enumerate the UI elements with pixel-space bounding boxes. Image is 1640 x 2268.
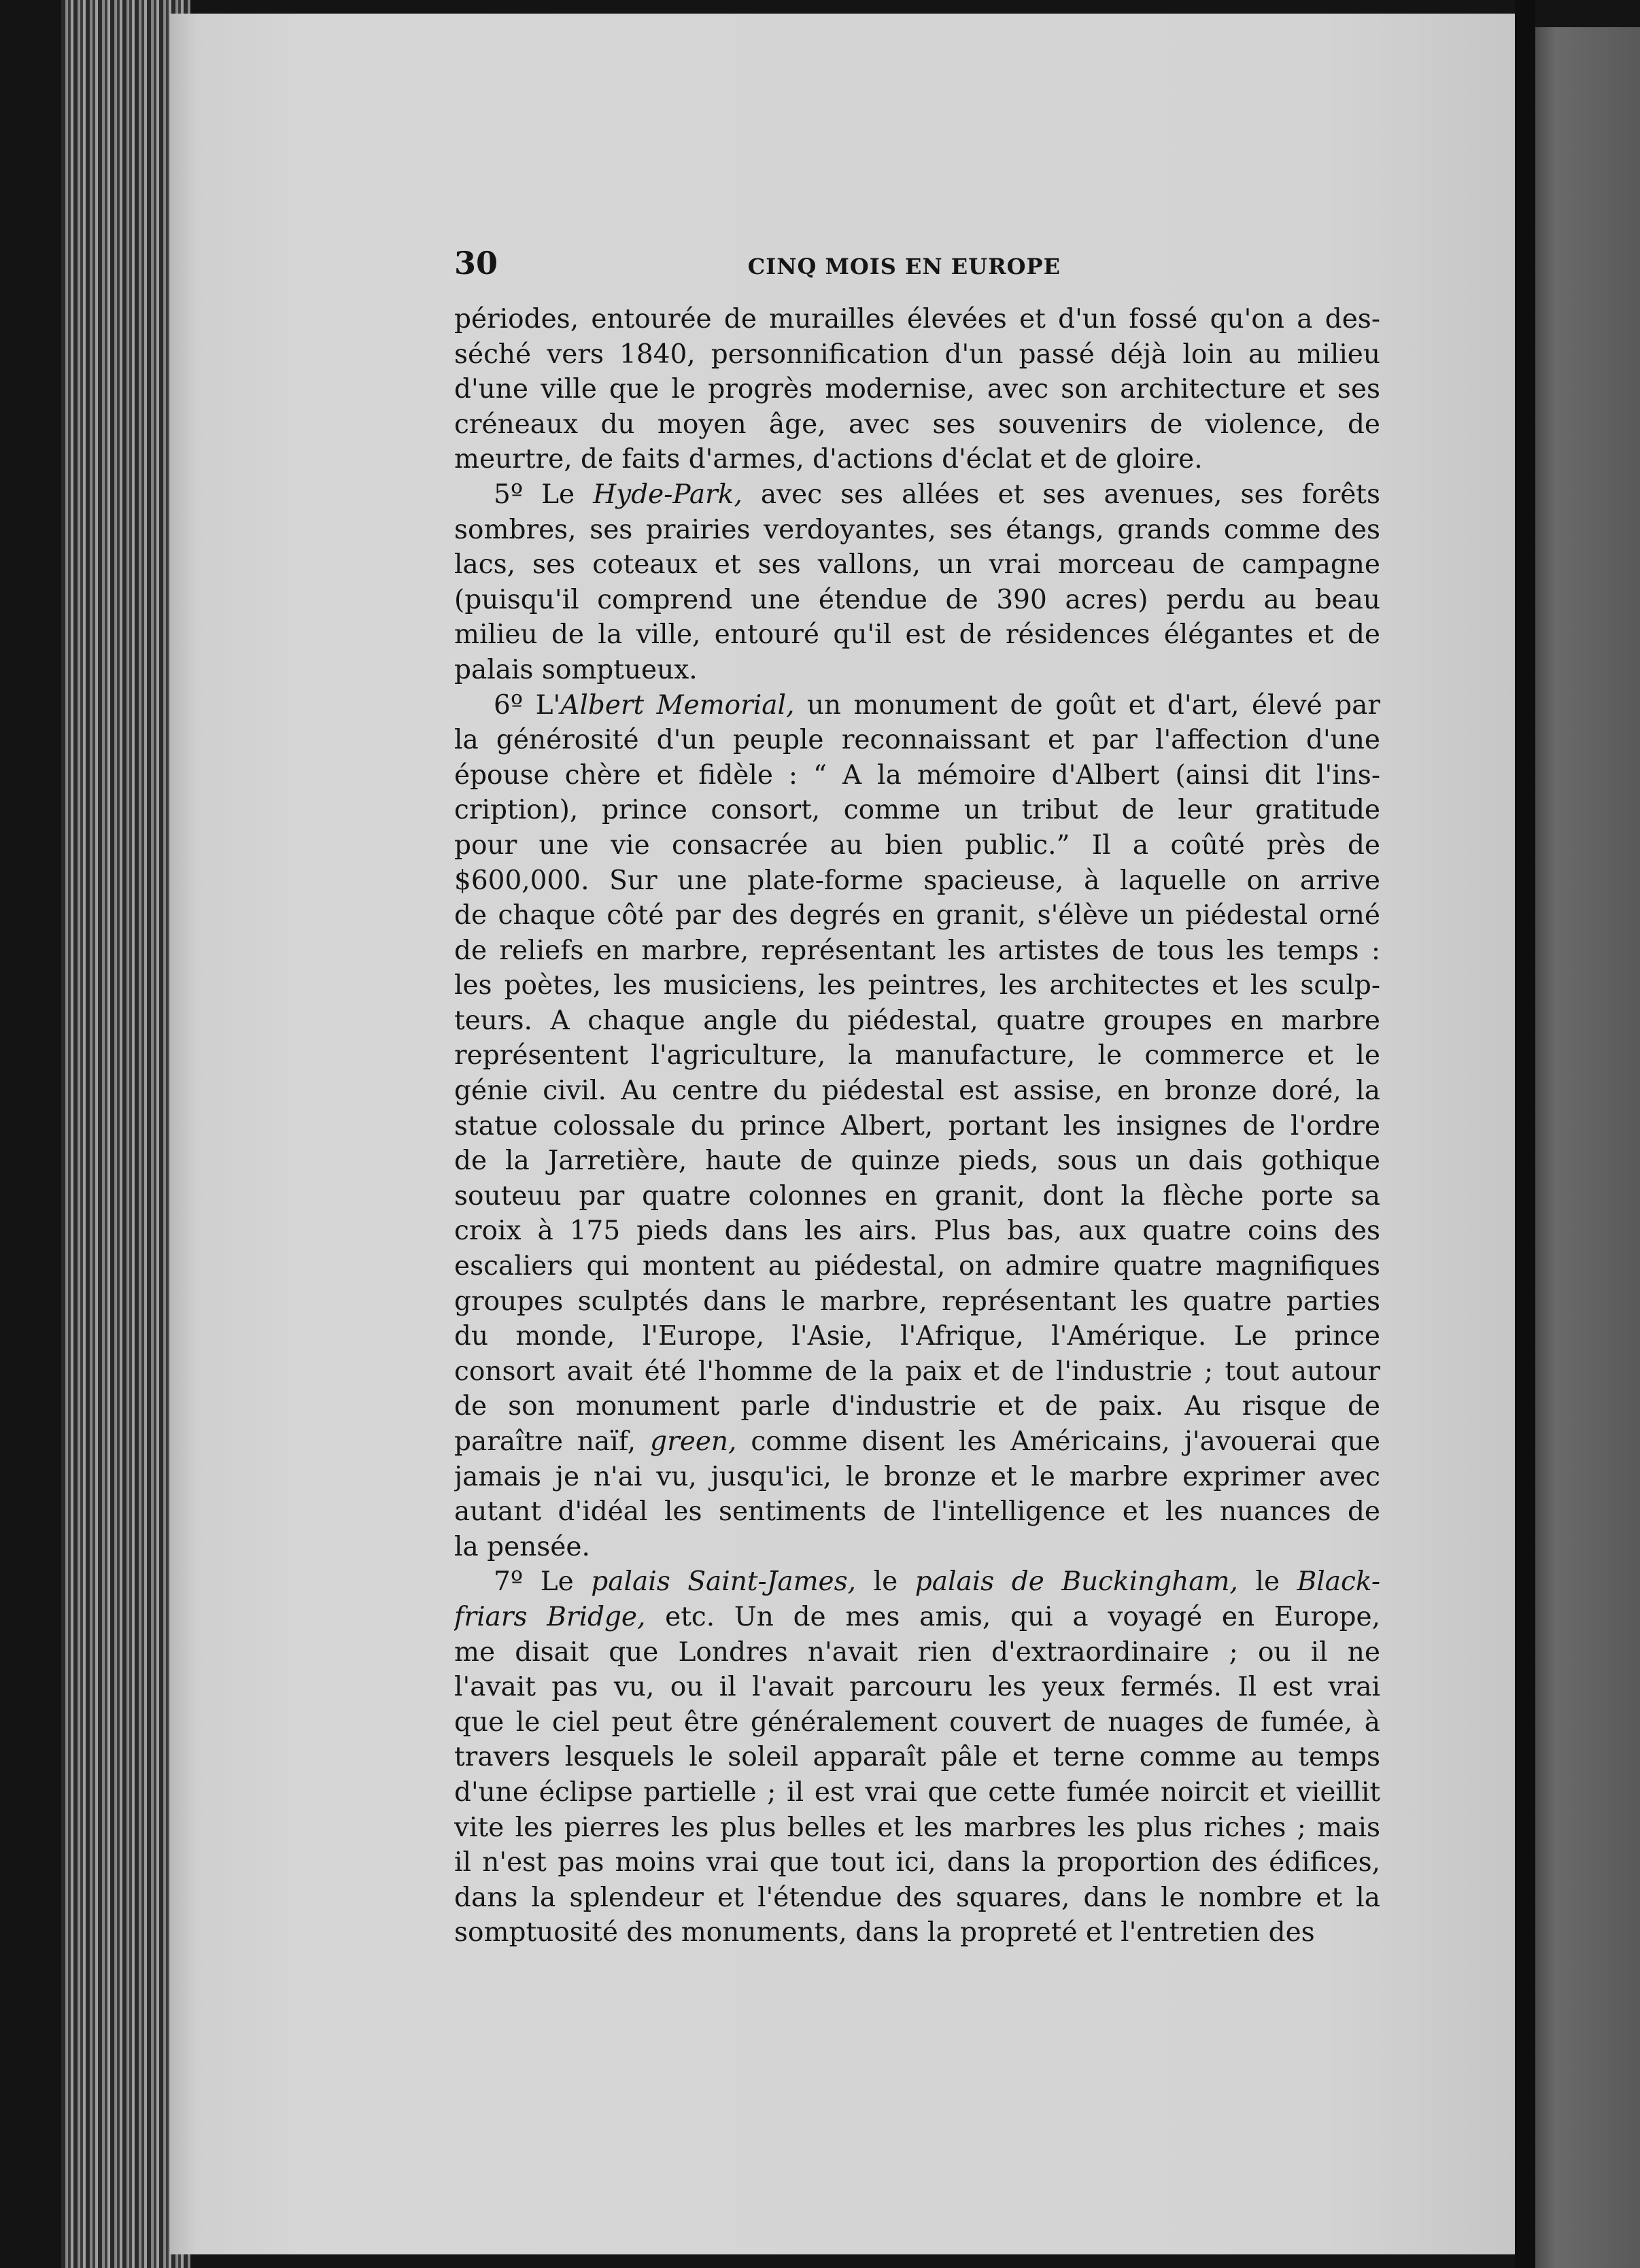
text-line (454, 1670, 1380, 1705)
text-line (454, 898, 1380, 933)
adjacent-page-edge (1535, 27, 1640, 2268)
text-run: meurtre, de faits d'armes, d'actions d'éclat et de gloire. (454, 444, 1203, 475)
text-line (454, 1564, 1380, 1600)
text-line (454, 302, 1380, 337)
text-line (454, 477, 1380, 513)
text-line (454, 513, 1380, 548)
text-run: souteuu par quatre colonnes en granit, dont la flèche porte sa (454, 1180, 1380, 1212)
text-run: milieu de la ville, entouré qu'il est de résidences élégantes et de (454, 619, 1380, 651)
text-run: d'une éclipse partielle ; il est vrai que cette fumée noircit et vieillit (454, 1776, 1380, 1808)
text-run: de reliefs en marbre, représentant les artistes de tous les temps : (454, 935, 1380, 966)
running-head (454, 245, 1380, 299)
text-run: le (1237, 1566, 1297, 1598)
text-line (454, 758, 1380, 793)
text-line (454, 1424, 1380, 1460)
text-run: avec ses allées et ses avenues, ses forêts (742, 479, 1380, 510)
text-line (454, 1635, 1380, 1670)
text-run: statue colossale du prince Albert, portant les insignes de l'ordre (454, 1110, 1380, 1141)
text-run: périodes, entourée de murailles élevées et d'un fossé qu'on a des- (454, 304, 1380, 334)
text-run: 7º Le (494, 1566, 592, 1598)
text-line (454, 1179, 1380, 1214)
text-line (454, 1810, 1380, 1846)
text-line (454, 1144, 1380, 1179)
text-line (454, 1775, 1380, 1810)
text-line (454, 828, 1380, 863)
text-run: de la Jarretière, haute de quinze pieds, sous un dais gothique (454, 1146, 1380, 1177)
text-line (454, 442, 1380, 477)
text-run: paraître naïf, (454, 1426, 651, 1457)
text-line (454, 1319, 1380, 1354)
text-line (454, 1003, 1380, 1039)
text-line (454, 968, 1380, 1003)
running-title: CINQ MOIS EN EUROPE (747, 254, 1061, 279)
text-run: consort avait été l'homme de la paix et de l'industrie ; tout autour (454, 1356, 1380, 1387)
text-run: cription), prince consort, comme un tribut de leur gratitude (454, 795, 1380, 826)
text-run: un monument de goût et d'art, élevé par (794, 689, 1380, 721)
text-line (454, 372, 1380, 407)
text-run: séché vers 1840, personnification d'un passé déjà loin au milieu (454, 339, 1380, 370)
body-text (454, 302, 1380, 1951)
text-line (454, 1494, 1380, 1530)
text-run: somptuosité des monuments, dans la propreté et l'entretien des (454, 1917, 1315, 1948)
text-line (454, 653, 1380, 688)
text-line (454, 1705, 1380, 1740)
text-run: $600,000. Sur une plate-forme spacieuse, à laquelle on arrive (454, 865, 1380, 896)
text-run: autant d'idéal les sentiments de l'intelligence et les nuances de (454, 1496, 1380, 1528)
text-line (454, 583, 1380, 618)
text-line (454, 1109, 1380, 1144)
italic-phrase: palais de Buckingham, (915, 1566, 1238, 1598)
text-line (454, 547, 1380, 583)
italic-phrase: Albert Memorial, (560, 689, 795, 721)
page-text-block (454, 245, 1380, 1951)
text-line (454, 1038, 1380, 1073)
text-line (454, 1600, 1380, 1635)
page-gutter-shadow (1515, 0, 1535, 2268)
text-line (454, 1915, 1380, 1951)
italic-phrase: friars Bridge, (454, 1601, 646, 1632)
italic-phrase: Black- (1297, 1566, 1380, 1598)
text-run: de chaque côté par des degrés en granit, s'élève un piédestal orné (454, 900, 1380, 931)
text-run: (puisqu'il comprend une étendue de 390 acres) perdu au beau (454, 584, 1380, 615)
italic-phrase: Hyde-Park, (593, 479, 742, 510)
text-run: escaliers qui montent au piédestal, on admire quatre magnifiques (454, 1251, 1380, 1282)
text-line (454, 1389, 1380, 1424)
page-number: 30 (454, 245, 498, 281)
text-run: le (856, 1566, 915, 1598)
text-line (454, 688, 1380, 723)
text-run: du monde, l'Europe, l'Asie, l'Afrique, l'Amérique. Le prince (454, 1321, 1380, 1352)
text-run: les poètes, les musiciens, les peintres, les architectes et les sculp- (454, 970, 1380, 1001)
text-run: vite les pierres les plus belles et les marbres les plus riches ; mais (454, 1812, 1380, 1843)
text-line (454, 1249, 1380, 1284)
text-line (454, 723, 1380, 758)
text-run: groupes sculptés dans le marbre, représentant les quatre parties (454, 1286, 1380, 1317)
text-line (454, 1530, 1380, 1565)
text-line (454, 1073, 1380, 1109)
text-run: la pensée. (454, 1531, 590, 1562)
text-line (454, 1845, 1380, 1880)
text-run: jamais je n'ai vu, jusqu'ici, le bronze et le marbre exprimer avec (454, 1461, 1380, 1492)
text-line (454, 337, 1380, 373)
text-line (454, 1284, 1380, 1320)
text-run: dans la splendeur et l'étendue des squares, dans le nombre et la (454, 1882, 1380, 1913)
text-run: l'avait pas vu, ou il l'avait parcouru les yeux fermés. Il est vrai (454, 1672, 1380, 1703)
text-run: génie civil. Au centre du piédestal est assise, en bronze doré, la (454, 1076, 1380, 1107)
text-run: etc. Un de mes amis, qui a voyagé en Europe, (645, 1601, 1380, 1632)
italic-phrase: palais Saint-James, (591, 1566, 857, 1598)
text-line (454, 407, 1380, 443)
text-run: de son monument parle d'industrie et de paix. Au risque de (454, 1391, 1380, 1422)
text-run: épouse chère et fidèle : “ A la mémoire d'Albert (ainsi dit l'ins- (454, 759, 1380, 791)
text-line (454, 1460, 1380, 1495)
text-run: croix à 175 pieds dans les airs. Plus bas, aux quatre coins des (454, 1216, 1380, 1247)
text-run: créneaux du moyen âge, avec ses souvenirs de violence, de (454, 409, 1380, 440)
text-run: comme disent les Américains, j'avouerai que (736, 1426, 1380, 1457)
italic-phrase: green, (650, 1426, 737, 1457)
text-line (454, 1214, 1380, 1249)
text-run: teurs. A chaque angle du piédestal, quatre groupes en marbre (454, 1005, 1380, 1036)
text-run: d'une ville que le progrès modernise, avec son architecture et ses (454, 374, 1380, 405)
text-run: 6º L' (494, 689, 561, 721)
text-run: pour une vie consacrée au bien public.” Il a coûté près de (454, 829, 1380, 861)
text-run: me disait que Londres n'avait rien d'extraordinaire ; ou il ne (454, 1636, 1380, 1668)
text-run: représentent l'agriculture, la manufacture, le commerce et le (454, 1040, 1380, 1071)
text-line (454, 617, 1380, 653)
text-line (454, 1880, 1380, 1916)
text-run: palais somptueux. (454, 654, 698, 685)
text-run: que le ciel peut être généralement couvert de nuages de fumée, à (454, 1706, 1380, 1738)
text-run: il n'est pas moins vrai que tout ici, dans la proportion des édifices, (454, 1847, 1380, 1878)
text-run: sombres, ses prairies verdoyantes, ses étangs, grands comme des (454, 514, 1380, 545)
text-line (454, 863, 1380, 899)
text-run: 5º Le (494, 479, 594, 510)
text-line (454, 933, 1380, 969)
text-run: lacs, ses coteaux et ses vallons, un vrai morceau de campagne (454, 549, 1380, 581)
text-run: la générosité d'un peuple reconnaissant et par l'affection d'une (454, 725, 1380, 756)
text-line (454, 1740, 1380, 1775)
text-line (454, 793, 1380, 828)
text-line (454, 1354, 1380, 1390)
text-run: travers lesquels le soleil apparaît pâle et terne comme au temps (454, 1742, 1380, 1773)
